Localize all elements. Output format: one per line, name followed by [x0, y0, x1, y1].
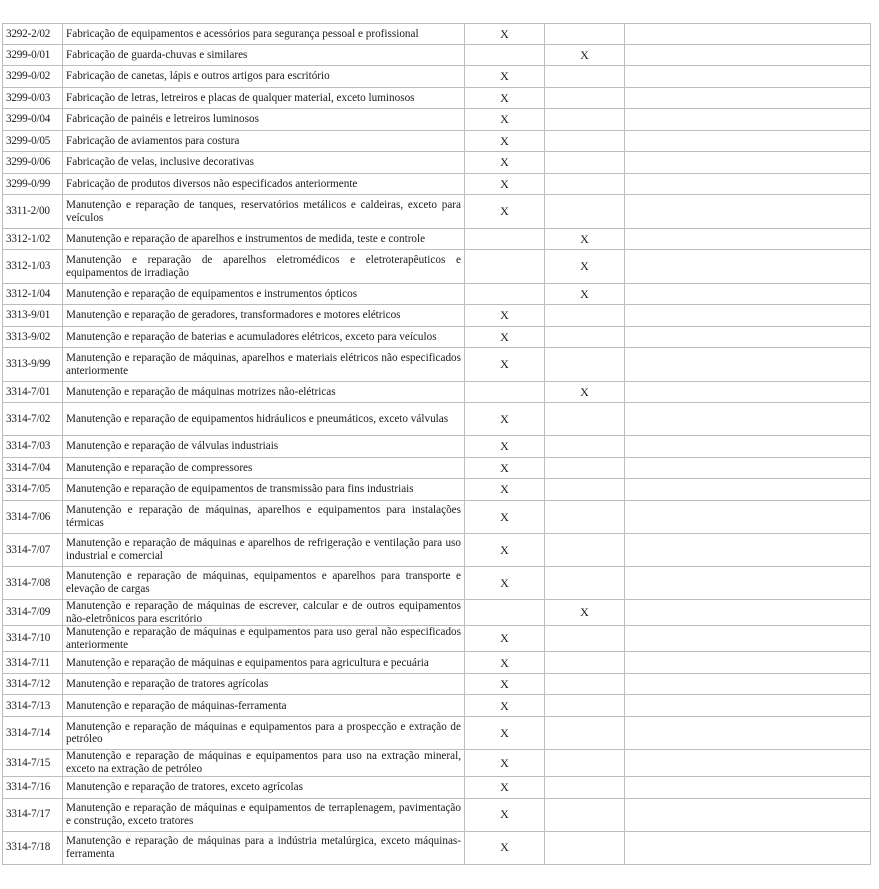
- empty-column: [625, 348, 871, 382]
- activity-description: Manutenção e reparação de válvulas industriais: [63, 436, 465, 458]
- mark-column-2: [545, 479, 625, 501]
- table-row: [3, 24, 871, 45]
- mark-column-1: X: [465, 109, 545, 131]
- activity-code: 3314-7/14: [3, 717, 63, 750]
- table-row: [3, 436, 871, 458]
- mark-column-2: [545, 66, 625, 88]
- empty-column: [625, 109, 871, 131]
- mark-column-1: X: [465, 717, 545, 750]
- mark-column-1: X: [465, 626, 545, 652]
- mark-column-1: [465, 382, 545, 403]
- mark-column-1: X: [465, 305, 545, 327]
- mark-column-2: [545, 152, 625, 174]
- activity-description: Fabricação de letras, letreiros e placas de qualquer material, exceto luminosos: [63, 88, 465, 109]
- mark-column-2: X: [545, 250, 625, 284]
- mark-column-2: [545, 436, 625, 458]
- mark-column-2: [545, 652, 625, 674]
- empty-column: [625, 45, 871, 66]
- empty-column: [625, 600, 871, 626]
- activity-code: 3299-0/05: [3, 131, 63, 152]
- activity-description: Manutenção e reparação de máquinas, aparelhos e materiais elétricos não especificados anteriormente: [63, 348, 465, 382]
- empty-column: [625, 717, 871, 750]
- mark-column-1: X: [465, 24, 545, 45]
- table-row: [3, 674, 871, 695]
- mark-column-1: X: [465, 174, 545, 195]
- empty-column: [625, 24, 871, 45]
- activity-description: Fabricação de produtos diversos não especificados anteriormente: [63, 174, 465, 195]
- empty-column: [625, 458, 871, 479]
- table-row: [3, 717, 871, 750]
- activity-description: Fabricação de canetas, lápis e outros artigos para escritório: [63, 66, 465, 88]
- mark-column-1: [465, 600, 545, 626]
- mark-column-1: X: [465, 152, 545, 174]
- mark-column-1: [465, 250, 545, 284]
- activity-code: 3313-9/99: [3, 348, 63, 382]
- empty-column: [625, 652, 871, 674]
- table-row: [3, 652, 871, 674]
- table-row: [3, 229, 871, 250]
- empty-column: [625, 195, 871, 229]
- activity-description: Manutenção e reparação de equipamentos hidráulicos e pneumáticos, exceto válvulas: [63, 403, 465, 436]
- mark-column-1: X: [465, 403, 545, 436]
- activity-description: Manutenção e reparação de aparelhos eletromédicos e eletroterapêuticos e equipamentos de irradiação: [63, 250, 465, 284]
- mark-column-2: [545, 798, 625, 831]
- empty-column: [625, 327, 871, 348]
- mark-column-1: X: [465, 479, 545, 501]
- table-row: [3, 458, 871, 479]
- empty-column: [625, 479, 871, 501]
- activity-code: 3314-7/03: [3, 436, 63, 458]
- activity-code: 3299-0/01: [3, 45, 63, 66]
- mark-column-1: [465, 45, 545, 66]
- table-row: [3, 501, 871, 534]
- mark-column-2: [545, 717, 625, 750]
- activity-code: 3314-7/08: [3, 567, 63, 600]
- empty-column: [625, 831, 871, 864]
- empty-column: [625, 626, 871, 652]
- activity-description: Fabricação de equipamentos e acessórios para segurança pessoal e profissional: [63, 24, 465, 45]
- table-row: [3, 348, 871, 382]
- activity-code: 3299-0/03: [3, 88, 63, 109]
- empty-column: [625, 776, 871, 798]
- empty-column: [625, 403, 871, 436]
- activity-description: Manutenção e reparação de máquinas e equipamentos de terraplenagem, pavimentação e construção, exceto tratores: [63, 798, 465, 831]
- activity-code: 3314-7/06: [3, 501, 63, 534]
- mark-column-1: X: [465, 831, 545, 864]
- activity-description: Manutenção e reparação de equipamentos de transmissão para fins industriais: [63, 479, 465, 501]
- mark-column-1: X: [465, 88, 545, 109]
- mark-column-1: X: [465, 674, 545, 695]
- mark-column-1: [465, 229, 545, 250]
- mark-column-1: X: [465, 458, 545, 479]
- mark-column-2: [545, 174, 625, 195]
- activity-code: 3314-7/09: [3, 600, 63, 626]
- activity-code: 3299-0/06: [3, 152, 63, 174]
- table-row: [3, 776, 871, 798]
- mark-column-1: X: [465, 776, 545, 798]
- table-row: [3, 534, 871, 567]
- activity-code: 3292-2/02: [3, 24, 63, 45]
- table-row: [3, 479, 871, 501]
- activity-code: 3314-7/12: [3, 674, 63, 695]
- mark-column-1: X: [465, 652, 545, 674]
- mark-column-2: [545, 195, 625, 229]
- mark-column-1: X: [465, 195, 545, 229]
- mark-column-1: X: [465, 327, 545, 348]
- activity-description: Manutenção e reparação de tanques, reservatórios metálicos e caldeiras, exceto para veículos: [63, 195, 465, 229]
- table-row: [3, 600, 871, 626]
- table-row: [3, 327, 871, 348]
- empty-column: [625, 567, 871, 600]
- mark-column-2: [545, 327, 625, 348]
- activity-code: 3312-1/02: [3, 229, 63, 250]
- activity-code: 3314-7/01: [3, 382, 63, 403]
- table-row: [3, 131, 871, 152]
- empty-column: [625, 229, 871, 250]
- activity-code: 3299-0/99: [3, 174, 63, 195]
- table-row: [3, 88, 871, 109]
- mark-column-1: X: [465, 798, 545, 831]
- mark-column-1: X: [465, 348, 545, 382]
- table-row: [3, 195, 871, 229]
- empty-column: [625, 284, 871, 305]
- empty-column: [625, 534, 871, 567]
- mark-column-2: [545, 626, 625, 652]
- activity-description: Manutenção e reparação de aparelhos e instrumentos de medida, teste e controle: [63, 229, 465, 250]
- table-row: [3, 66, 871, 88]
- table-row: [3, 174, 871, 195]
- activity-description: Fabricação de painéis e letreiros luminosos: [63, 109, 465, 131]
- mark-column-2: [545, 534, 625, 567]
- mark-column-2: [545, 458, 625, 479]
- empty-column: [625, 88, 871, 109]
- table-row: [3, 567, 871, 600]
- activity-description: Manutenção e reparação de máquinas, equipamentos e aparelhos para transporte e elevação de cargas: [63, 567, 465, 600]
- mark-column-2: [545, 131, 625, 152]
- empty-column: [625, 501, 871, 534]
- activity-description: Manutenção e reparação de máquinas e equipamentos para a prospecção e extração de petróleo: [63, 717, 465, 750]
- mark-column-2: [545, 501, 625, 534]
- activity-code: 3314-7/16: [3, 776, 63, 798]
- activity-code: 3314-7/10: [3, 626, 63, 652]
- activity-description: Manutenção e reparação de máquinas para a indústria metalúrgica, exceto máquinas-ferramenta: [63, 831, 465, 864]
- table-row: [3, 382, 871, 403]
- table-row: [3, 695, 871, 717]
- table-row: [3, 403, 871, 436]
- mark-column-1: X: [465, 131, 545, 152]
- mark-column-1: [465, 284, 545, 305]
- table-row: [3, 798, 871, 831]
- activity-code: 3313-9/01: [3, 305, 63, 327]
- activity-code: 3314-7/11: [3, 652, 63, 674]
- mark-column-1: X: [465, 66, 545, 88]
- mark-column-2: [545, 567, 625, 600]
- activity-code: 3311-2/00: [3, 195, 63, 229]
- activity-description: Fabricação de velas, inclusive decorativas: [63, 152, 465, 174]
- mark-column-1: X: [465, 436, 545, 458]
- table-row: [3, 250, 871, 284]
- table-row: [3, 750, 871, 776]
- mark-column-2: X: [545, 600, 625, 626]
- activity-code: 3312-1/04: [3, 284, 63, 305]
- activity-description: Manutenção e reparação de baterias e acumuladores elétricos, exceto para veículos: [63, 327, 465, 348]
- activity-code: 3314-7/07: [3, 534, 63, 567]
- mark-column-2: X: [545, 284, 625, 305]
- mark-column-2: [545, 695, 625, 717]
- mark-column-2: [545, 776, 625, 798]
- empty-column: [625, 695, 871, 717]
- activity-description: Fabricação de guarda-chuvas e similares: [63, 45, 465, 66]
- activity-description: Manutenção e reparação de tratores, exceto agrícolas: [63, 776, 465, 798]
- mark-column-1: X: [465, 567, 545, 600]
- activity-description: Manutenção e reparação de máquinas e equipamentos para agricultura e pecuária: [63, 652, 465, 674]
- mark-column-2: X: [545, 45, 625, 66]
- activity-code: 3299-0/04: [3, 109, 63, 131]
- empty-column: [625, 66, 871, 88]
- mark-column-2: [545, 348, 625, 382]
- table-row: [3, 152, 871, 174]
- activity-code: 3314-7/18: [3, 831, 63, 864]
- activity-code: 3299-0/02: [3, 66, 63, 88]
- activity-description: Manutenção e reparação de máquinas e equipamentos para uso na extração mineral, exceto na extração de petróleo: [63, 750, 465, 776]
- activity-description: Manutenção e reparação de máquinas, aparelhos e equipamentos para instalações térmicas: [63, 501, 465, 534]
- activity-description: Manutenção e reparação de máquinas e equipamentos para uso geral não especificados anteriormente: [63, 626, 465, 652]
- activity-code: 3314-7/05: [3, 479, 63, 501]
- activity-description: Fabricação de aviamentos para costura: [63, 131, 465, 152]
- mark-column-1: X: [465, 695, 545, 717]
- activity-description: Manutenção e reparação de equipamentos e instrumentos ópticos: [63, 284, 465, 305]
- empty-column: [625, 152, 871, 174]
- activity-code: 3314-7/15: [3, 750, 63, 776]
- empty-column: [625, 174, 871, 195]
- mark-column-2: [545, 674, 625, 695]
- mark-column-2: [545, 750, 625, 776]
- activity-code: 3314-7/02: [3, 403, 63, 436]
- activity-description: Manutenção e reparação de máquinas motrizes não-elétricas: [63, 382, 465, 403]
- activity-description: Manutenção e reparação de máquinas de escrever, calcular e de outros equipamentos não-eletrônicos para escritório: [63, 600, 465, 626]
- activity-code: 3314-7/13: [3, 695, 63, 717]
- empty-column: [625, 674, 871, 695]
- table-row: [3, 284, 871, 305]
- activity-description: Manutenção e reparação de geradores, transformadores e motores elétricos: [63, 305, 465, 327]
- activity-description: Manutenção e reparação de tratores agrícolas: [63, 674, 465, 695]
- activity-description: Manutenção e reparação de máquinas-ferramenta: [63, 695, 465, 717]
- empty-column: [625, 382, 871, 403]
- mark-column-1: X: [465, 501, 545, 534]
- table-row: [3, 109, 871, 131]
- empty-column: [625, 436, 871, 458]
- empty-column: [625, 131, 871, 152]
- activity-code: 3312-1/03: [3, 250, 63, 284]
- activity-description: Manutenção e reparação de compressores: [63, 458, 465, 479]
- activity-code: 3313-9/02: [3, 327, 63, 348]
- mark-column-2: [545, 88, 625, 109]
- mark-column-1: X: [465, 534, 545, 567]
- table-row: [3, 45, 871, 66]
- mark-column-2: [545, 109, 625, 131]
- activity-code: 3314-7/04: [3, 458, 63, 479]
- table-row: [3, 626, 871, 652]
- table-row: [3, 831, 871, 864]
- mark-column-2: [545, 403, 625, 436]
- activity-description: Manutenção e reparação de máquinas e aparelhos de refrigeração e ventilação para uso industrial e comercial: [63, 534, 465, 567]
- table-row: [3, 305, 871, 327]
- activity-table: [2, 23, 871, 865]
- mark-column-2: X: [545, 382, 625, 403]
- mark-column-2: [545, 831, 625, 864]
- mark-column-2: [545, 305, 625, 327]
- empty-column: [625, 798, 871, 831]
- mark-column-2: [545, 24, 625, 45]
- empty-column: [625, 305, 871, 327]
- mark-column-2: X: [545, 229, 625, 250]
- empty-column: [625, 750, 871, 776]
- mark-column-1: X: [465, 750, 545, 776]
- activity-code: 3314-7/17: [3, 798, 63, 831]
- empty-column: [625, 250, 871, 284]
